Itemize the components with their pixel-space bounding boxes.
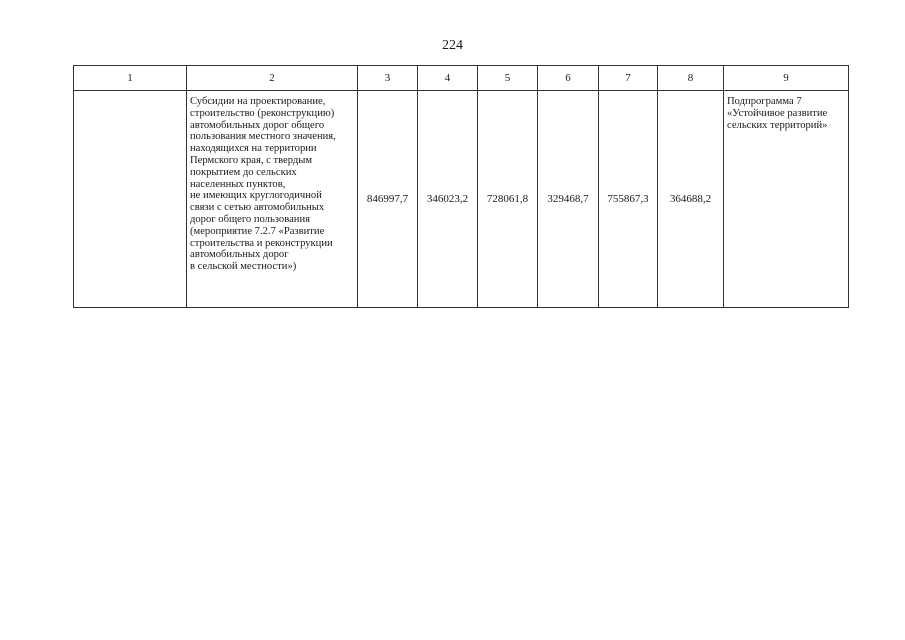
value-cell: 346023,2 <box>418 91 478 308</box>
description-line: Пермского края, с твердым <box>190 154 313 166</box>
description-line: связи с сетью автомобильных <box>190 202 325 214</box>
header-cell: 3 <box>358 66 418 91</box>
description-line: строительства и реконструкции <box>190 237 333 249</box>
description-line: в сельской местности») <box>190 261 297 273</box>
description-line: строительство (реконструкцию) <box>190 107 335 119</box>
header-cell: 6 <box>538 66 599 91</box>
value-cell: 329468,7 <box>538 91 599 308</box>
program-line: «Устойчивое развитие <box>727 107 828 119</box>
description-line: автомобильных дорог общего <box>190 119 325 131</box>
page-number: 224 <box>442 38 463 53</box>
description-cell <box>187 91 358 308</box>
header-cell: 9 <box>724 66 849 91</box>
value-cell: 728061,8 <box>478 91 538 308</box>
header-cell: 8 <box>658 66 724 91</box>
description-line: населенных пунктов, <box>190 178 286 190</box>
table-header-row <box>74 66 849 91</box>
description-line: покрытием до сельских <box>190 166 297 178</box>
description-line: дорог общего пользования <box>190 213 310 225</box>
description-line: Субсидии на проектирование, <box>190 96 326 107</box>
description-line: пользования местного значения, <box>190 131 336 143</box>
header-cell: 5 <box>478 66 538 91</box>
program-line: сельских территорий» <box>727 119 828 131</box>
header-cell: 7 <box>599 66 658 91</box>
header-cell: 4 <box>418 66 478 91</box>
table-row <box>74 91 849 308</box>
cell-col1 <box>74 91 187 308</box>
description-line: находящихся на территории <box>190 143 317 155</box>
value-cell: 364688,2 <box>658 91 724 308</box>
header-cell: 1 <box>74 66 187 91</box>
program-line: Подпрограмма 7 <box>727 96 802 107</box>
data-table <box>73 65 849 308</box>
value-cell: 755867,3 <box>599 91 658 308</box>
program-cell <box>724 91 849 308</box>
value-cell: 846997,7 <box>358 91 418 308</box>
description-line: (мероприятие 7.2.7 «Развитие <box>190 225 325 237</box>
header-cell: 2 <box>187 66 358 91</box>
description-line: автомобильных дорог <box>190 249 289 261</box>
description-line: не имеющих круглогодичной <box>190 190 322 202</box>
